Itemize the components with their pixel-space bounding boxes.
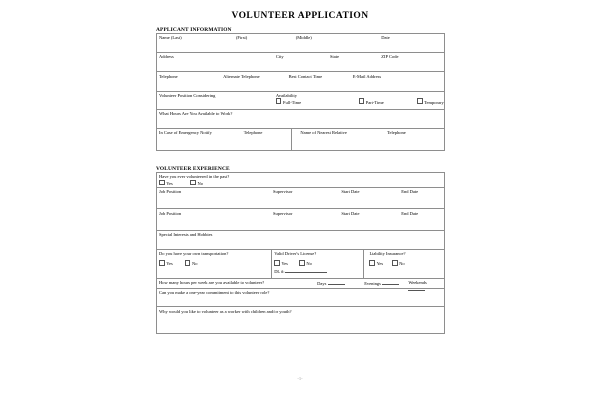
table-row-hours-available — [157, 109, 445, 128]
table-row-name — [157, 34, 445, 53]
checkbox-box-icon[interactable] — [274, 260, 280, 266]
section-heading-applicant-information: APPLICANT INFORMATION — [156, 27, 232, 33]
position-availability-cell[interactable] — [157, 91, 445, 109]
label-availability: Availability — [275, 92, 298, 98]
checkbox-label-part-time: Part-Time — [365, 99, 384, 105]
name-row-cell[interactable] — [157, 34, 445, 53]
special-interests-cell[interactable] — [157, 230, 445, 249]
nearest-relative-cell[interactable] — [292, 128, 445, 150]
checkbox-label-no: No — [191, 261, 198, 267]
label-name-last: Name (Last) — [159, 35, 182, 41]
commitment-cell[interactable] — [157, 289, 445, 307]
own-transportation-cell[interactable] — [157, 249, 272, 278]
table-row-commitment — [157, 289, 445, 307]
evenings-field[interactable] — [364, 280, 399, 286]
checkbox-box-icon[interactable] — [369, 260, 375, 266]
checkbox-box-icon[interactable] — [159, 260, 165, 266]
label-liability-insurance-question: Liability Insurance? — [369, 250, 406, 256]
label-volunteer-position-considering: Volunteer Position Considering — [159, 92, 216, 98]
label-name-middle: (Middle) — [295, 35, 312, 41]
label-what-hours-available: What Hours Are You Available to Work? — [159, 110, 233, 116]
table-row-position-availability — [157, 91, 445, 109]
label-weekends: Weekends — [408, 280, 427, 286]
motivation-cell[interactable] — [157, 307, 445, 333]
label-special-interests-hobbies: Special Interests and Hobbies — [159, 231, 213, 237]
checkbox-box-icon[interactable] — [392, 260, 398, 266]
label-email-address: E-Mail Address — [352, 73, 382, 79]
label-valid-drivers-license-question: Valid Driver's License? — [274, 250, 317, 256]
checkbox-box-icon[interactable] — [159, 180, 165, 186]
table-row-job-position-2 — [157, 209, 445, 230]
table-row-emergency-contact — [157, 128, 445, 150]
checkbox-past-no[interactable] — [190, 180, 203, 187]
checkbox-label-yes: Yes — [166, 261, 173, 267]
section-heading-volunteer-experience: VOLUNTEER EXPERIENCE — [156, 166, 230, 172]
label-evenings: Evenings — [364, 280, 381, 286]
checkbox-temporary[interactable] — [417, 98, 444, 105]
table-row-availability-hours — [157, 278, 445, 288]
dl-number-blank[interactable] — [285, 268, 327, 273]
evenings-blank[interactable] — [382, 280, 399, 285]
label-start-date: Start Date — [341, 210, 360, 216]
drivers-license-cell[interactable] — [272, 249, 364, 278]
checkbox-label-yes: Yes — [376, 261, 384, 267]
label-name-of-nearest-relative: Name of Nearest Relative — [300, 130, 347, 136]
checkbox-license-no[interactable] — [299, 260, 312, 267]
label-dl-number: DL #: — [274, 268, 285, 274]
label-best-contact-time: Best Contact Time — [288, 73, 323, 79]
checkbox-full-time[interactable] — [276, 98, 301, 105]
emergency-notify-cell[interactable] — [157, 128, 292, 150]
checkbox-insurance-yes[interactable] — [369, 260, 383, 267]
label-supervisor: Supervisor — [273, 210, 293, 216]
table-row-special-interests — [157, 230, 445, 249]
label-end-date: End Date — [401, 210, 419, 216]
table-row-past-volunteer — [157, 173, 445, 188]
checkbox-box-icon[interactable] — [190, 180, 196, 186]
checkbox-transport-yes[interactable] — [159, 260, 173, 267]
days-blank[interactable] — [328, 280, 345, 285]
label-city: City — [275, 54, 284, 60]
label-one-year-commitment-question: Can you make a one-year commitment to this volunteer role? — [159, 290, 270, 296]
table-row-address — [157, 53, 445, 72]
days-field[interactable] — [317, 280, 344, 286]
checkbox-label-no: No — [306, 261, 312, 267]
checkbox-box-icon[interactable] — [359, 98, 365, 104]
checkbox-past-yes[interactable] — [159, 180, 173, 187]
label-address: Address — [159, 54, 174, 60]
checkbox-box-icon[interactable] — [417, 98, 423, 104]
checkbox-label-temporary: Temporary — [424, 99, 444, 105]
checkbox-box-icon[interactable] — [299, 260, 305, 266]
checkbox-transport-no[interactable] — [185, 260, 198, 267]
label-start-date: Start Date — [341, 189, 360, 195]
job-position-1-cell[interactable] — [157, 188, 445, 209]
label-end-date: End Date — [401, 189, 419, 195]
table-row-job-position-1 — [157, 188, 445, 209]
label-name-first: (First) — [235, 35, 248, 41]
checkbox-label-no: No — [197, 181, 204, 187]
page-title: VOLUNTEER APPLICATION — [231, 11, 369, 21]
past-volunteer-cell[interactable] — [157, 173, 445, 188]
label-telephone: Telephone — [159, 73, 178, 79]
checkbox-label-yes: Yes — [281, 261, 288, 267]
label-supervisor: Supervisor — [273, 189, 293, 195]
volunteer-experience-table — [156, 172, 445, 334]
availability-hours-cell[interactable] — [157, 278, 445, 288]
table-row-transportation-license-insurance — [157, 249, 445, 278]
label-zip-code: ZIP Code — [381, 54, 399, 60]
checkbox-box-icon[interactable] — [276, 98, 282, 104]
liability-insurance-cell[interactable] — [364, 249, 445, 278]
label-relative-telephone: Telephone — [387, 130, 406, 136]
label-emergency-telephone: Telephone — [243, 130, 263, 136]
hours-available-cell[interactable] — [157, 109, 445, 128]
label-alternate-telephone: Alternate Telephone — [223, 73, 260, 79]
checkbox-insurance-no[interactable] — [392, 260, 405, 267]
label-job-position: Job Position — [159, 189, 182, 195]
page-number-marker: -1- — [297, 376, 303, 381]
table-row-contact — [157, 72, 445, 91]
table-row-motivation — [157, 307, 445, 333]
checkbox-label-no: No — [399, 261, 405, 267]
checkbox-label-full-time: Full-Time — [283, 99, 302, 105]
job-position-2-cell[interactable] — [157, 209, 445, 230]
label-have-you-volunteered: Have you ever volunteered in the past? — [159, 174, 230, 180]
label-hours-per-week-question: How many hours per week are you available to volunteer? — [159, 280, 265, 286]
checkbox-license-yes[interactable] — [274, 260, 288, 267]
label-date: Date — [381, 35, 390, 41]
label-why-volunteer-question: Why would you like to volunteer as a worker with children and/or youth? — [159, 308, 292, 314]
label-in-case-of-emergency-notify: In Case of Emergency Notify — [159, 130, 212, 136]
checkbox-part-time[interactable] — [359, 98, 384, 105]
drivers-license-number-field[interactable] — [274, 268, 326, 274]
checkbox-label-yes: Yes — [166, 181, 173, 187]
contact-row-cell[interactable] — [157, 72, 445, 91]
address-row-cell[interactable] — [157, 53, 445, 72]
applicant-information-table — [156, 33, 445, 151]
label-own-transportation-question: Do you have your own transportation? — [159, 250, 229, 256]
availability-group — [276, 93, 310, 106]
checkbox-box-icon[interactable] — [185, 260, 191, 266]
label-state: State — [330, 54, 339, 60]
label-days: Days — [317, 280, 327, 286]
label-job-position: Job Position — [159, 210, 182, 216]
